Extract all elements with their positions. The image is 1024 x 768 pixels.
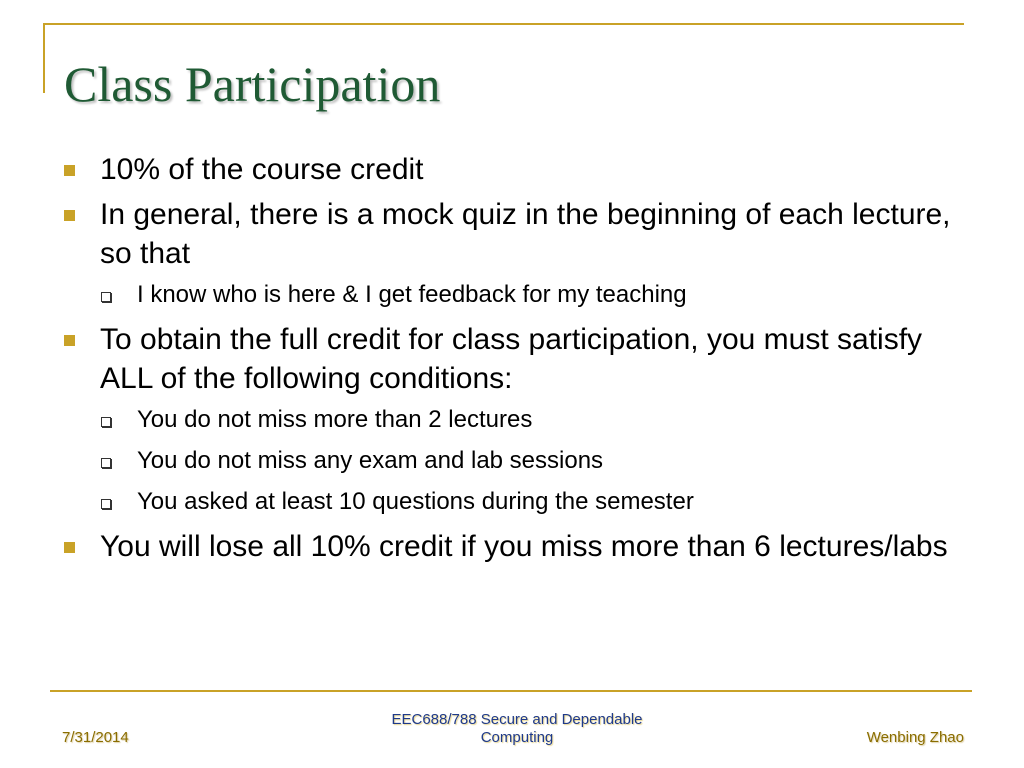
hollow-square-bullet-icon [101, 458, 111, 468]
footer-rule [50, 690, 972, 692]
sub-bullet-text: You do not miss more than 2 lectures [137, 406, 533, 433]
hollow-square-bullet-icon [101, 292, 111, 302]
bullet-text: To obtain the full credit for class participation, you must satisfy ALL of the following conditions: [100, 323, 923, 395]
footer-date: 7/31/2014 [62, 729, 129, 746]
bullet-text: 10% of the course credit [100, 153, 424, 186]
sub-bullet-item [62, 404, 952, 436]
bullet-item [62, 527, 952, 566]
bullet-text: In general, there is a mock quiz in the beginning of each lecture, so that [100, 198, 951, 270]
bullet-item [62, 150, 952, 189]
frame-left-rule [43, 23, 45, 93]
bullet-list [62, 150, 952, 572]
sub-bullet-text: You do not miss any exam and lab sessions [137, 447, 604, 474]
bullet-item [62, 320, 952, 398]
square-bullet-icon [64, 335, 75, 346]
sub-bullet-item [62, 445, 952, 477]
slide-title: Class Participation [64, 56, 441, 112]
bullet-item [62, 195, 952, 273]
bullet-text: You will lose all 10% credit if you miss more than 6 lectures/labs [100, 530, 948, 563]
footer-author: Wenbing Zhao [866, 729, 964, 746]
square-bullet-icon [64, 542, 75, 553]
hollow-square-bullet-icon [101, 417, 111, 427]
sub-bullet-text: I know who is here & I get feedback for my teaching [137, 281, 687, 308]
square-bullet-icon [64, 210, 75, 221]
hollow-square-bullet-icon [101, 499, 111, 509]
sub-bullet-item [62, 279, 952, 311]
sub-bullet-item [62, 486, 952, 518]
frame-top-rule [43, 23, 964, 25]
square-bullet-icon [64, 165, 75, 176]
sub-bullet-text: You asked at least 10 questions during the semester [137, 488, 694, 515]
footer-course-title: EEC688/788 Secure and Dependable Computing [391, 711, 643, 746]
